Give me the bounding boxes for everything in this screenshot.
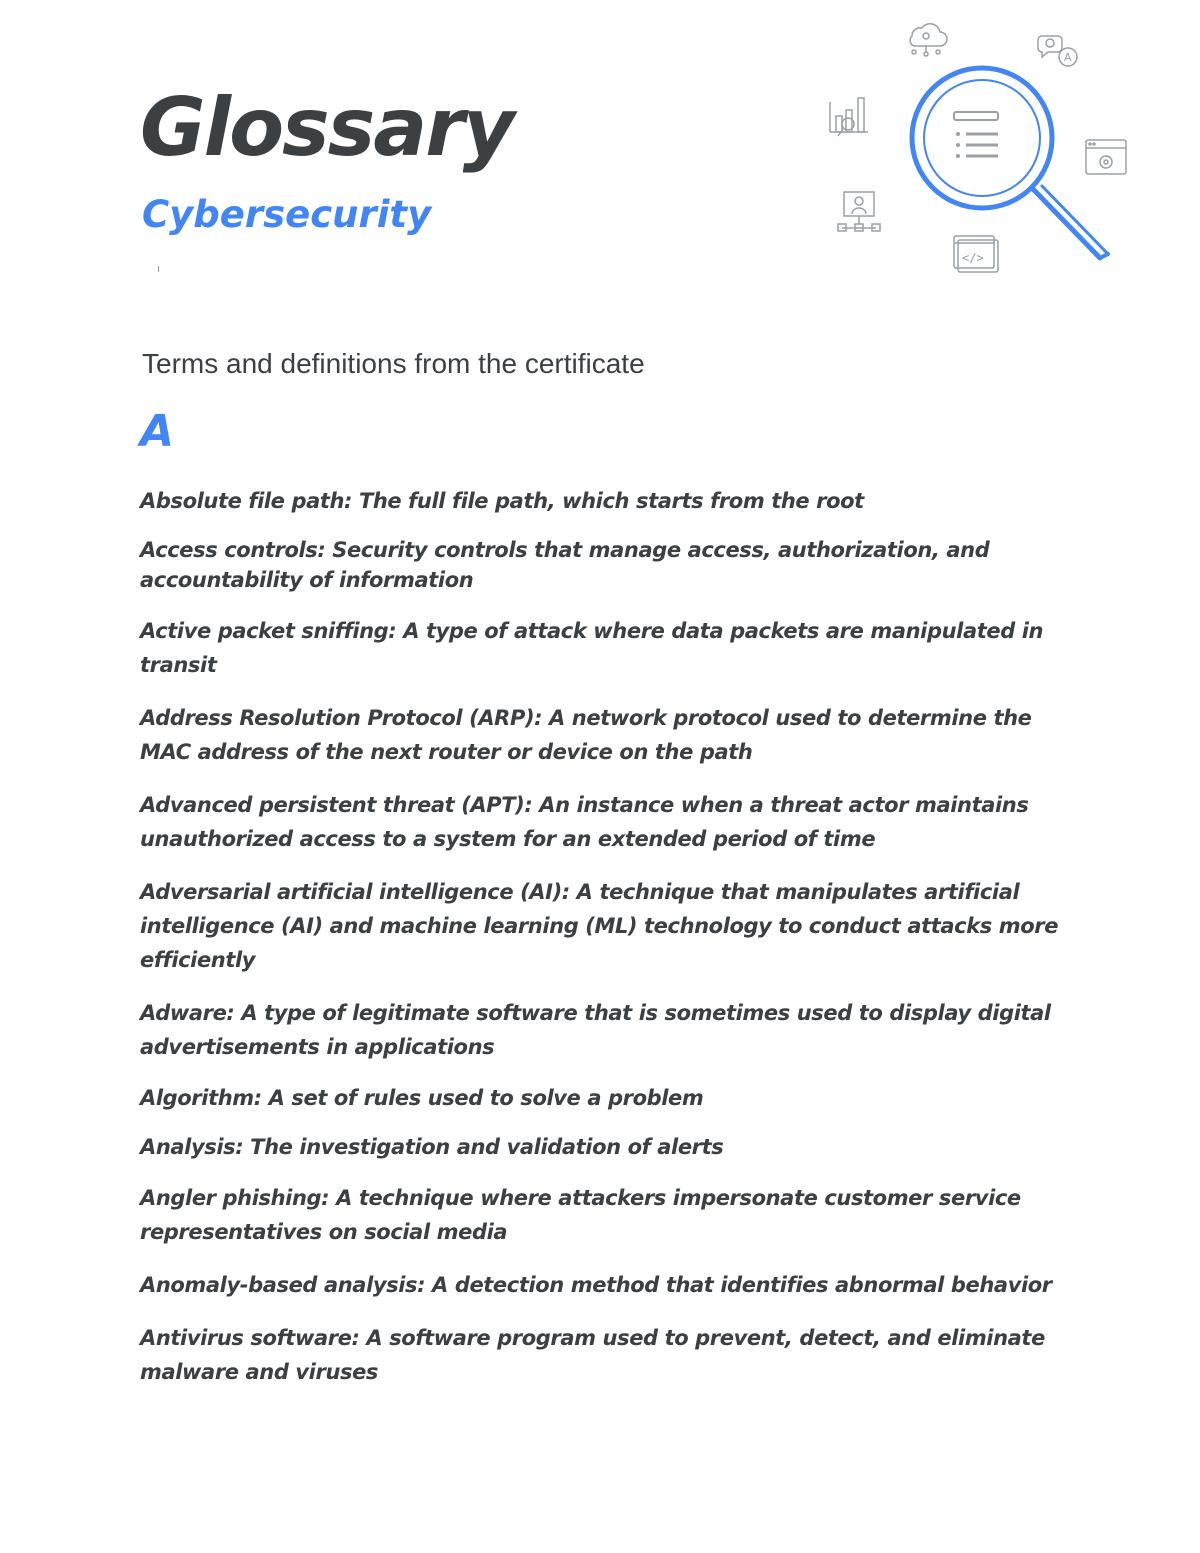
section-letter: A bbox=[140, 406, 175, 457]
term-entry: Adware: A type of legitimate software that is sometimes used to display digital advertisements in applications bbox=[140, 1001, 1051, 1059]
settings-window-icon bbox=[1086, 140, 1126, 174]
svg-text:</>: </> bbox=[962, 251, 984, 265]
term-entry: Access controls: Security controls that manage access, authorization, and accountability of information bbox=[140, 538, 990, 592]
cloud-network-icon bbox=[910, 24, 947, 56]
chart-search-icon bbox=[830, 98, 868, 136]
glossary-illustration bbox=[820, 10, 1140, 280]
term-entry: Analysis: The investigation and validation of alerts bbox=[140, 1135, 724, 1159]
user-hierarchy-icon bbox=[838, 192, 880, 231]
term-entry: Algorithm: A set of rules used to solve a problem bbox=[140, 1086, 704, 1110]
magnifying-glass-icon bbox=[912, 68, 1108, 258]
divider-mark bbox=[158, 266, 159, 272]
term-entry: Adversarial artificial intelligence (AI): A technique that manipulates artificial intelligence (AI) and machine learning (ML) technology to conduct attacks more efficiently bbox=[140, 880, 1059, 972]
page-title: Glossary bbox=[140, 81, 513, 174]
page-subtitle: Cybersecurity bbox=[142, 193, 432, 236]
term-entry: Anomaly-based analysis: A detection method that identifies abnormal behavior bbox=[140, 1273, 1052, 1297]
chat-search-icon bbox=[1038, 36, 1077, 66]
intro-text: Terms and definitions from the certificate bbox=[142, 348, 645, 379]
svg-text:A: A bbox=[1064, 51, 1072, 64]
term-entry: Absolute file path: The full file path, which starts from the root bbox=[140, 489, 864, 513]
term-entry: Address Resolution Protocol (ARP): A network protocol used to determine the MAC address of the next router or device on the path bbox=[140, 706, 1032, 764]
term-list bbox=[140, 486, 1060, 1408]
term-entry: Angler phishing: A technique where attackers impersonate customer service representatives on social media bbox=[140, 1186, 1021, 1244]
term-entry: Active packet sniffing: A type of attack where data packets are manipulated in transit bbox=[140, 619, 1044, 677]
code-window-icon bbox=[954, 236, 998, 272]
term-entry: Advanced persistent threat (APT): An instance when a threat actor maintains unauthorized access to a system for an extended period of time bbox=[140, 793, 1029, 851]
term-entry: Antivirus software: A software program used to prevent, detect, and eliminate malware and viruses bbox=[140, 1326, 1045, 1384]
